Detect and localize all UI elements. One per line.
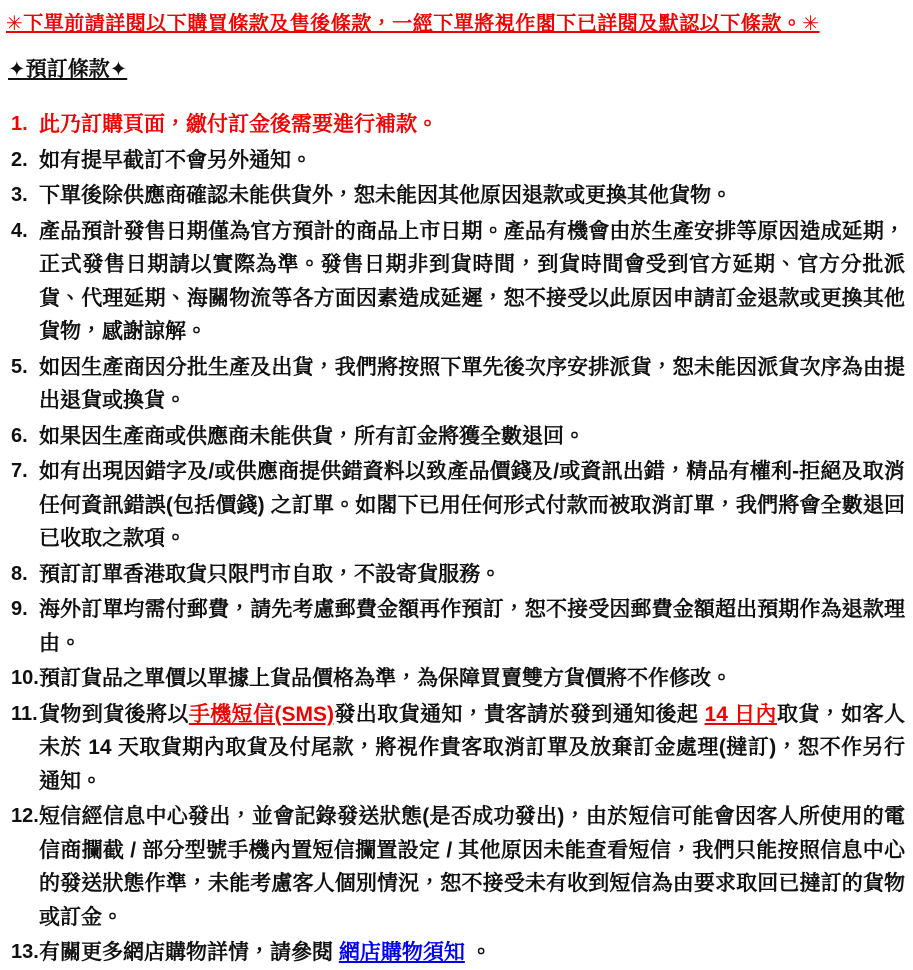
term-number: 5. <box>11 355 28 378</box>
term-text: 此乃訂購頁面，繳付訂金後需要進行補款。 <box>39 113 438 136</box>
term-number: 2. <box>11 148 28 171</box>
term-number: 1. <box>11 113 28 135</box>
term-number: 3. <box>11 184 28 206</box>
term-number: 9. <box>11 598 28 620</box>
sms-notice-emphasis: 手機短信(SMS) <box>188 702 334 726</box>
term-number: 7. <box>11 460 28 482</box>
term-item <box>6 144 905 178</box>
section-title-preorder-terms: ✦預訂條款✦ <box>8 58 128 81</box>
term-text: 取貨，如客人未於 14 天取貨期內取貨及付尾款，將視作貴客取消訂單及放棄訂金處理(撻訂)，恕不作另行通知。 <box>39 702 906 793</box>
pickup-deadline-emphasis: 14 日內 <box>704 702 777 726</box>
term-item <box>6 455 905 556</box>
term-text: 海外訂單均需付郵費，請先考慮郵費金額再作預訂，恕不接受因郵費金額超出預期作為退款理由。 <box>39 598 905 655</box>
term-text: 如果因生產商或供應商未能供貨，所有訂金將獲全數退回。 <box>39 424 585 448</box>
term-number: 13. <box>11 941 39 963</box>
term-text: 預訂貨品之單價以單據上貨品價格為準，為保障買賣雙方貨價將不作修改。 <box>39 667 732 690</box>
term-text: 。 <box>464 941 492 964</box>
term-item <box>6 179 905 213</box>
term-number: 12. <box>11 805 39 827</box>
term-item <box>6 800 905 934</box>
pre-order-warning-banner: ✳下單前請詳閱以下購買條款及售後條款，一經下單將視作閣下已詳閱及默認以下條款。✳ <box>6 13 820 35</box>
term-number: 8. <box>11 562 28 585</box>
term-number: 11. <box>11 702 38 725</box>
term-number: 6. <box>11 424 28 447</box>
term-number: 4. <box>11 219 28 242</box>
term-text: 有關更多網店購物詳情，請參閱 <box>39 941 339 964</box>
term-item <box>6 351 905 418</box>
term-item <box>6 420 905 454</box>
term-item <box>6 593 905 660</box>
term-item <box>6 215 905 349</box>
term-item <box>6 108 905 142</box>
term-text: 產品預計發售日期僅為官方預計的商品上市日期。產品有機會由於生產安排等原因造成延期，正式發售日期請以實際為準。發售日期非到貨時間，到貨時間會受到官方延期、官方分批派貨、代理延期、海關物流等各方面因素造成延遲，恕不接受以此原因申請訂金退款或更換其他貨物，感謝諒解。 <box>39 219 905 343</box>
term-text: 如有出現因錯字及/或供應商提供錯資料以致產品價錢及/或資訊出錯，精品有權利-拒絕及取消任何資訊錯誤(包括價錢) 之訂單。如閣下已用任何形式付款而被取消訂單，我們將會全數退回已收取之款項。 <box>39 460 905 550</box>
term-item <box>6 558 905 592</box>
term-text: 如有提早截訂不會另外通知。 <box>39 148 312 172</box>
term-item <box>6 662 905 696</box>
term-text: 發出取貨通知，貴客請於發到通知後起 <box>333 702 705 726</box>
term-text: 下單後除供應商確認未能供貨外，恕未能因其他原因退款或更換其他貨物。 <box>39 184 732 207</box>
term-text: 短信經信息中心發出，並會記錄發送狀態(是否成功發出)，由於短信可能會因客人所使用的電信商攔截 / 部分型號手機內置短信攔置設定 / 其他原因未能查看短信，我們只能按照信息中心的發送狀態作準，未能考慮客人個別情況，恕不接受未有收到短信為由要求取回已撻訂的貨物或訂金。 <box>39 805 905 929</box>
term-text: 預訂訂單香港取貨只限門市自取，不設寄貨服務。 <box>39 562 501 586</box>
term-number: 10. <box>11 667 39 689</box>
term-item-sms-notice <box>6 698 905 799</box>
term-item-shop-guide <box>6 936 905 970</box>
shop-guide-link[interactable]: 網店購物須知 <box>338 941 465 964</box>
terms-list <box>6 108 905 970</box>
term-text: 貨物到貨後將以 <box>39 702 189 726</box>
term-text: 如因生產商因分批生產及出貨，我們將按照下單先後次序安排派貨，恕未能因派貨次序為由提出退貨或換貨。 <box>39 355 905 412</box>
